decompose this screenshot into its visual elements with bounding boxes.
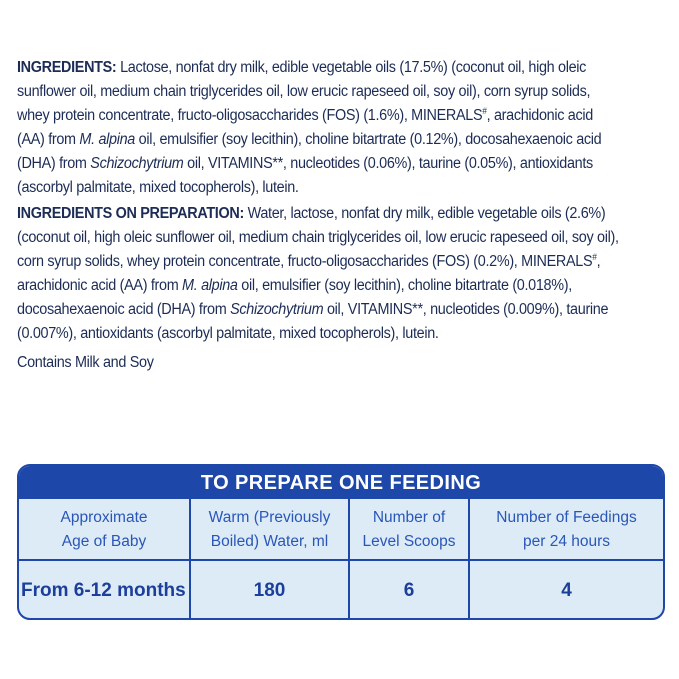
cell-feedings: 4 (561, 579, 572, 601)
feeding-table-header (19, 499, 663, 561)
header-water: Warm (Previously Boiled) Water, ml (191, 499, 350, 559)
header-scoops: Number of Level Scoops (350, 499, 470, 559)
preparation-paragraph: INGREDIENTS ON PREPARATION: Water, lactose, nonfat dry milk, edible vegetable oils (2.6%) (coconut oil, high oleic sunflower oil, medium chain triglycerides oil, low erucic rapeseed oil, soy oil), corn syrup solids, whey protein concentrate, fructo-oligosaccharides (FOS) (0.2%), MINERALS#, arachidonic acid (AA) from M. alpina oil, emulsifier (soy lecithin), choline bitartrate (0.018%), docosahexaenoic acid (DHA) from Schizochytrium oil, VITAMINS**, nucleotides (0.009%), taurine (0.007%), antioxidants (ascorbyl palmitate, mixed tocopherols), lutein. (17, 205, 619, 342)
feeding-table-title: TO PREPARE ONE FEEDING (19, 466, 663, 499)
allergen-statement: Contains Milk and Soy (17, 354, 154, 371)
header-feedings: Number of Feedings per 24 hours (496, 509, 637, 550)
preparation-label: INGREDIENTS ON PREPARATION: (17, 205, 244, 222)
cell-scoops: 6 (350, 561, 470, 620)
ingredients-label: INGREDIENTS: (17, 59, 117, 76)
header-age: Approximate Age of Baby (19, 499, 191, 559)
cell-water: 180 (191, 561, 350, 620)
table-row (19, 561, 663, 620)
cell-age: From 6-12 months (19, 561, 191, 620)
ingredients-text (17, 56, 622, 375)
ingredients-paragraph: INGREDIENTS: Lactose, nonfat dry milk, edible vegetable oils (17.5%) (coconut oil, high oleic sunflower oil, medium chain triglycerides oil, low erucic rapeseed oil, soy oil), corn syrup solids, whey protein concentrate, fructo-oligosaccharides (FOS) (1.6%), MINERALS#, arachidonic acid (AA) from M. alpina oil, emulsifier (soy lecithin), choline bitartrate (0.12%), docosahexaenoic acid (DHA) from Schizochytrium oil, VITAMINS**, nucleotides (0.06%), taurine (0.05%), antioxidants (ascorbyl palmitate, mixed tocopherols), lutein. (17, 59, 602, 196)
feeding-table (17, 464, 665, 620)
